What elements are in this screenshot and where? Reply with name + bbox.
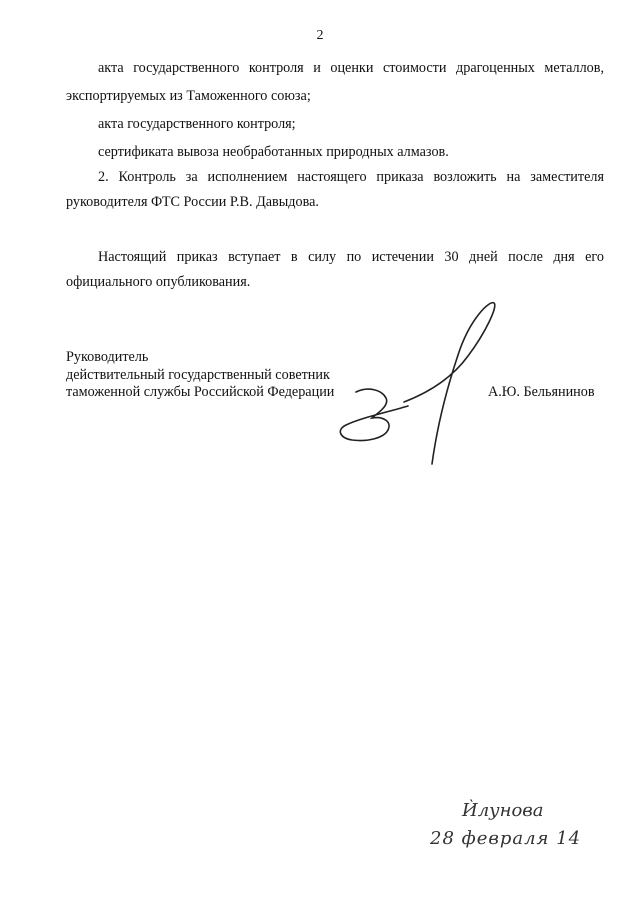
page-number: 2 [316,28,324,43]
signature-block [66,349,334,402]
body-line-3: акта государственного контроля; [98,116,296,132]
signer-title-1: Руководитель [66,349,149,365]
handwritten-note-name: Ѝлунова [462,800,544,821]
body-line-1: акта государственного контроля и оценки стоимости драгоценных металлов, [98,60,604,76]
body-line-2: экспортируемых из Таможенного союза; [66,88,311,104]
signer-title-3: таможенной службы Российской Федерации [66,384,335,400]
handwritten-note-date: 28 февраля 14 [430,828,582,849]
body-line-4: сертификата вывоза необработанных природных алмазов. [98,144,449,160]
signer-name: А.Ю. Бельянинов [488,384,595,400]
body-line-6: руководителя ФТС России Р.В. Давыдова. [66,194,319,210]
signer-title-2: действительный государственный советник [66,366,330,383]
body-line-5: 2. Контроль за исполнением настоящего приказа возложить на заместителя [98,169,604,185]
body-line-8: официального опубликования. [66,274,251,290]
body-line-7: Настоящий приказ вступает в силу по истечении 30 дней после дня его [98,249,604,265]
